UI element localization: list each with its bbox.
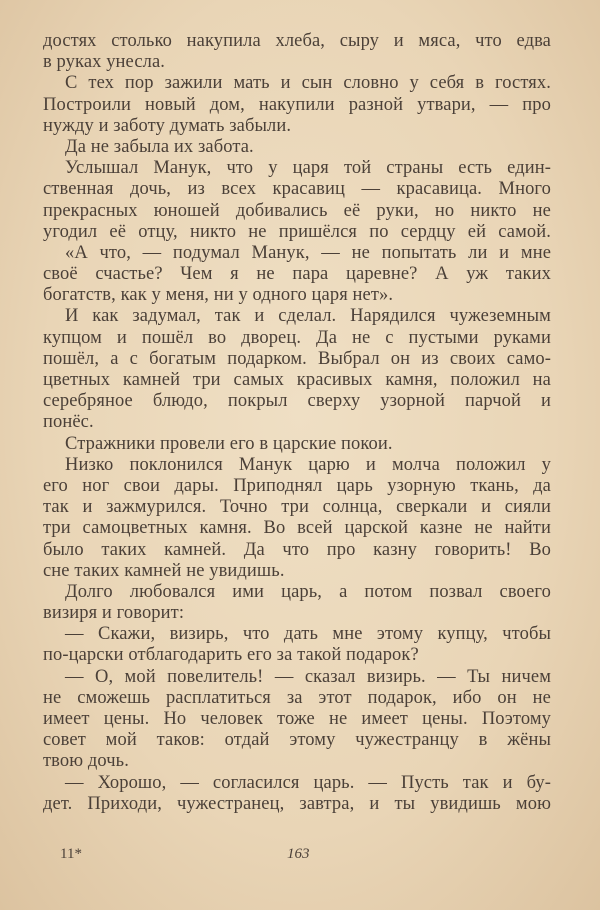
text-line: по-царски отблагодарить его за такой подарок?: [43, 645, 419, 666]
text-line: купцом и пошёл во дворец. Да не с пустыми руками: [43, 327, 551, 348]
text-line: серебряное блюдо, покрыл сверху узорной парчой и: [43, 391, 551, 412]
text-line: Долго любовался ими царь, а потом позвал своего: [65, 581, 551, 602]
text-line: так и зажмурился. Точно три солнца, сверкали и сияли: [43, 497, 551, 518]
text-line: твою дочь.: [43, 751, 129, 772]
text-line: Да не забыла их забота.: [65, 136, 254, 157]
text-line: было таких камней. Да что про казну говорить! Во: [43, 539, 551, 560]
text-line: «А что, — подумал Манук, — не попытать ли и мне: [65, 242, 551, 263]
text-line: достях столько накупила хлеба, сыру и мяса, что едва: [43, 31, 551, 51]
text-line: нужду и заботу думать забыли.: [43, 115, 292, 136]
text-line: имеет цены. Но человек тоже не имеет цены. Поэтому: [43, 709, 551, 729]
text-line: его ног свои дары. Приподнял царь узорную ткань, да: [43, 475, 551, 496]
text-line: И как задумал, так и сделал. Нарядился чужеземным: [65, 306, 551, 327]
text-line: цветных камней три самых красивых камня, положил на: [43, 370, 551, 390]
text-line: — О, мой повелитель! — сказал визирь. — Ты ничем: [65, 666, 551, 687]
text-line: прекрасных юношей добивались её руки, но никто не: [43, 200, 551, 221]
page-number: 163: [287, 846, 310, 862]
text-line: ственная дочь, из всех красавиц — красавица. Много: [43, 179, 551, 200]
text-line: Построили новый дом, накупили разной утвари, — про: [43, 94, 551, 115]
text-line: богатств, как у меня, ни у одного царя нет».: [43, 285, 394, 306]
text-line: сне таких камней не увидишь.: [43, 560, 285, 581]
text-line: три самоцветных камня. Во всей царской казне не найти: [43, 518, 551, 539]
text-line: своё счастье? Чем я не пара царевне? А уж таких: [43, 264, 551, 285]
text-line: — Скажи, визирь, что дать мне этому купцу, чтобы: [65, 624, 551, 645]
text-line: Низко поклонился Манук царю и молча положил у: [65, 454, 551, 475]
text-line: не сможешь расплатиться за этот подарок, ибо он не: [43, 687, 551, 708]
printer-signature-mark: 11*: [60, 846, 82, 862]
text-line: пошёл, а с богатым подарком. Выбрал он из своих само-: [43, 348, 551, 369]
text-line: в руках унесла.: [43, 52, 166, 73]
text-line: — Хорошо, — согласился царь. — Пусть так и бу-: [65, 772, 551, 793]
text-line: понёс.: [43, 412, 94, 433]
text-line: угодил её отцу, никто не пришёлся по сердцу ей самой.: [43, 221, 551, 242]
text-line: совет мой таков: отдай этому чужестранцу в жёны: [43, 730, 551, 751]
text-line: дет. Приходи, чужестранец, завтра, и ты увидишь мою: [43, 793, 551, 814]
text-line: визиря и говорит:: [43, 603, 185, 624]
text-line: С тех пор зажили мать и сын словно у себя в гостях.: [65, 73, 551, 94]
page-body-text: [43, 31, 551, 815]
text-line: Стражники провели его в царские покои.: [65, 433, 393, 454]
text-line: Услышал Манук, что у царя той страны есть един-: [65, 158, 551, 179]
